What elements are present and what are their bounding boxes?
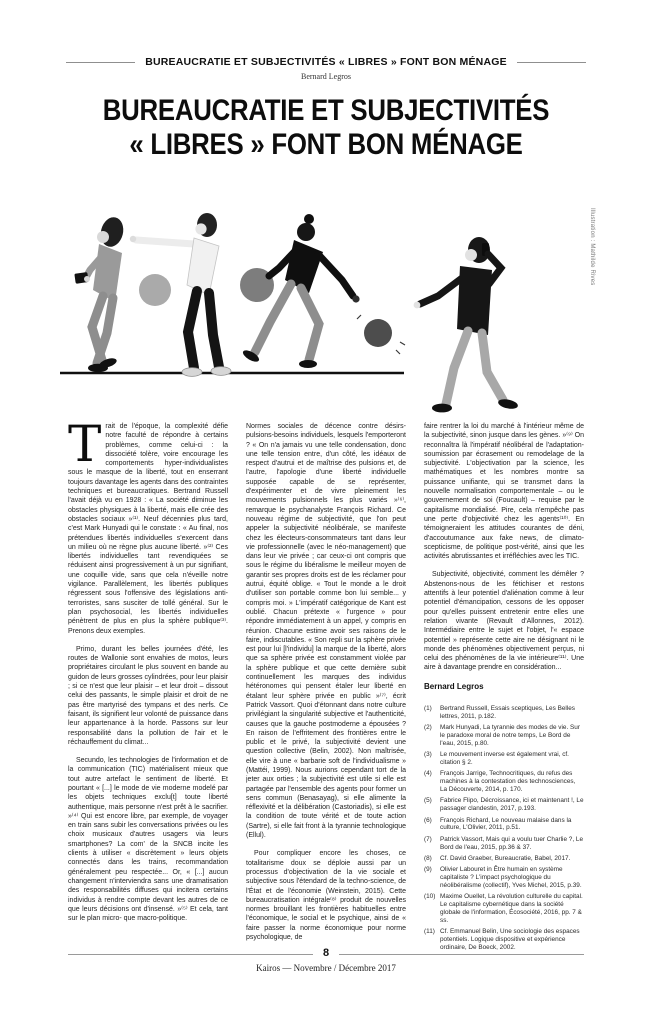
paragraph	[246, 422, 406, 840]
footnote	[424, 866, 584, 889]
footnote-number: (4)	[424, 770, 432, 778]
footnote-number: (9)	[424, 866, 432, 874]
paragraph-text: rait de l'époque, la complexité défie notre faculté de répondre à certains problèmes, comme celui-ci : la dissociété tolère, voire encourage les comportements hyper-individualistes sous le masque de la liberté, tout en enserrant toujours davantage les agents dans des contraintes techniques et bureaucratiques. Bertrand Russell l'avait déjà vu en 1928 : « La société diminue les obstacles physiques à la liberté, mais elle crée des obstacles sociaux »⁽¹⁾. Neuf décennies plus tard, c'est Mark Hunyadi qui le constate : « Au final, nos prétendues libertés individuelles s'exercent dans un milieu où ne règne plus aucune liberté. »⁽²⁾ Ces libertés individuelles tant revendiquées se réduisent ainsi progressivement à un pur signifiant, une coquille vide, sans que cela n'éveille notre vigilance. Parallèlement, les libertés publiques régressent sous l'offensive des législations anti-terroristes, sans susciter de tollé général. Sur le plan psychosocial, les libertés individuelles pénètrent de plus en plus la sphère publique⁽³⁾. Prenons deux exemples.	[68, 423, 228, 635]
footnote-text: Patrick Vassort, Mais qui a voulu tuer Charlie ?, Le Bord de l'eau, 2015, pp.36 & 37.	[440, 835, 584, 851]
footnote	[424, 893, 584, 924]
footer-rule-left	[68, 954, 313, 955]
text-column-3	[424, 422, 584, 950]
paragraph	[424, 570, 584, 672]
footer-rule-right	[339, 954, 584, 955]
figure-phone-caller	[414, 237, 519, 412]
footnote-number: (8)	[424, 854, 432, 862]
footnote-text: François Jarrige, Technocritiques, du refus des machines à la contestation des technosciences, La Découverte, 2014, p. 170.	[440, 770, 576, 793]
header-rule-right	[517, 62, 586, 63]
author-byline: Bernard Legros	[301, 72, 351, 81]
footer	[68, 948, 584, 960]
drop-cap: T	[68, 422, 102, 473]
paragraph	[68, 756, 228, 923]
title-line-2: « LIBRES » FONT BON MÉNAGE	[129, 128, 523, 161]
footnote-number: (2)	[424, 724, 432, 732]
footnote-text: Maxime Ouellet, La révolution culturelle du capital. Le capitalisme cybernétique dans la société globale de l'information, Écosociété, 2016, pp. 7 & ss.	[440, 893, 583, 924]
footnote	[424, 855, 584, 863]
footnote	[424, 770, 584, 793]
page-number: 8	[322, 947, 330, 959]
title-line-1: BUREAUCRATIE ET SUBJECTIVITÉS	[102, 94, 550, 127]
header-rule-left	[66, 62, 135, 63]
footnote-number: (1)	[424, 705, 432, 713]
article-signature: Bernard Legros	[424, 681, 484, 691]
paragraph-text: Primo, durant les belles journées d'été, les routes de Wallonie sont envahies de motos, leurs propriétaires circulant le plus souvent en bande au guidon de leurs grosses cylindrées, pour leur plaisir ; si ce n'est que leur plaisir – et leur droit – dissout celui des passants, le simple plaisir et droit de ne pas être martyrisé des tympans et des nerfs. Ce faisant, ils signifient leur volonté de puissance dans leur appartenance à la horde. Passons sur leur responsabilité dans la pollution de l'air et le réchauffement du climat...	[68, 645, 228, 746]
page-title	[0, 94, 652, 162]
footnotes-list	[424, 705, 584, 950]
paragraph-text: Pour compliquer encore les choses, ce totalitarisme doux se déploie aussi par un processus d'objectivation de la vie sociale et subjective sous l'étendard de la techno-science, de l'État et de l'économie (Weinstein, 2015). Cette bureaucratisation intégrale⁽⁸⁾ produit de nouvelles normes brouillant les frontières habituelles entre l'économique, le social et le psychique, ainsi de « faire passer la norme économique pour norme psychologique, de	[246, 850, 406, 942]
paragraph	[68, 645, 228, 747]
footnote	[424, 836, 584, 852]
footnote	[424, 705, 584, 721]
paragraph-text: Normes sociales de décence contre désirs-pulsions-besoins individuels, lesquels l'emporteront ? « On n'a jamais vu une telle condensation, donc une telle tension entre, d'un côté, les idéaux de respect d'autrui et de maîtrise des pulsions et, de l'autre, l'apologie d'une liberté individuelle supposée capable de se représenter, d'expérimenter et de vivre pleinement les mouvements pulsionnels les plus variés »⁽⁶⁾, remarque le psychanalyste François Richard. Ce nouveau régime de subjectivité, que l'on peut appeler la subjectivité néolibérale, se manifeste chez les électeurs-consommateurs tant dans leur vie professionnelle (avec le néo-management) que dans leur vie privée ; car ceux-ci ont compris que sous le régime du libéralisme le meilleur moyen de garantir ses propres droits est de les réclamer pour autrui, équité oblige. « Tout le monde a le droit d'utiliser son portable comme bon lui semble... y compris moi. » L'impératif catégorique de Kant est oublié. Chacun prétexte « l'urgence » pour répondre immédiatement à un appel, y compris en réunion. Chacune estime avoir ses raisons de le faire, indiscutables. « Son repli sur la sphère privée est pour lui [l'individu] la marque de la liberté, alors que sa sphère privée est constamment violée par la sphère publique et que cette dernière subit continuellement les marques des individus hétéronomes qui pensent étaler leur liberté en étalant leur sphère privée en public »⁽⁷⁾, écrit Patrick Vassort. Quoi d'étonnant dans notre culture privilégiant la singularité subjective et l'authenticité, causes que la gauche postmoderne a épousées ? En raison de l'effritement des frontières entre le public et le privé, la subjectivité devient une question collective (Belin, 2002). Non maîtrisée, elle vire à une « barbarie soft de l'individualisme » (Mattéi, 1999). Nous aurions cependant tort de la jeter aux orties ; la subjectivité est utile si elle est partagée par l'ensemble des agents pour former un sens commun (Benasayag), si elle alimente la réflexivité et la délibération (Castoriadis), si elle est la condition de toute vérité et de toute action (Sartre), si elle fait front à la tyrannie technologique (Ellul).	[246, 423, 406, 840]
paragraph	[68, 422, 228, 636]
footnote	[424, 928, 584, 950]
footnote-text: Olivier Labouret in Être humain en système capitaliste ? L'impact psychologique du néolibéralisme (collectif), Yves Michel, 2015, p.39.	[440, 866, 582, 889]
paragraph-text: faire rentrer la loi du marché à l'intérieur même de la subjectivité, sinon jusque dans les gènes. »⁽⁹⁾ On reconnaîtra là l'impératif néolibéral de l'adaptation-soumission par écrasement ou remodelage de la subjectivité. L'objectivation par la science, les mathématiques et les nombres montre sa puissance unifiante, qui se transmet dans la nouvelle normalisation comportementale – ou le gouvernement de soi (Foucault) – requise par le capitalisme mondialisé. Pire, cela n'empêche pas une perte d'objectivité chez les agents⁽¹⁰⁾. En témoigneraient les attitudes courantes de déni, d'accoutumance aux fake news, de climato-scepticisme, de politique post-vérité, ainsi que les activités abrutissantes et irréfléchies avec les TIC.	[424, 423, 584, 561]
footnote-number: (6)	[424, 816, 432, 824]
footnote-text: Mark Hunyadi, La tyrannie des modes de vie. Sur le paradoxe moral de notre temps, Le Bord de l'eau, 2015, p.80.	[440, 724, 580, 747]
footnote-text: Cf. Emmanuel Belin, Une sociologie des espaces potentiels. Logique dispositive et expérience ordinaire, De Boeck, 2002.	[440, 928, 580, 950]
footnote-number: (3)	[424, 751, 432, 759]
paragraph	[246, 849, 406, 942]
article-illustration	[56, 192, 601, 422]
footnote-text: François Richard, Le nouveau malaise dans la culture, L'Olivier, 2011, p.51.	[440, 816, 572, 832]
paragraph-text: Subjectivité, objectivité, comment les démêler ? Abstenons-nous de les fétichiser et restons attentifs à leur potentiel d'aliénation comme à leur potentiel d'émancipation, cessons de les opposer pour qu'elles puissent entretenir entre elles une relation vivante (Revault d'Allonnes, 2012). Intermédiaire entre le sujet et l'objet, l'« espace potentiel » représente cette aire ne désignant ni le monde des phénomènes objectivement perçus, ni celui des phénomènes de la vie intérieure⁽¹¹⁾. Une aire à davantage prendre en considération...	[424, 571, 584, 672]
footnote-text: Le mouvement inverse est également vrai, cf. citation § 2.	[440, 751, 569, 766]
footnote-number: (10)	[424, 893, 436, 901]
footnote	[424, 751, 584, 767]
footnote	[424, 817, 584, 833]
header	[66, 56, 586, 68]
journal-date-line: Kairos — Novembre / Décembre 2017	[256, 963, 396, 973]
paragraph	[424, 422, 584, 561]
footnote-number: (7)	[424, 835, 432, 843]
footnote	[424, 724, 584, 747]
footnote-text: Fabrice Flipo, Décroissance, ici et maintenant !, Le passager clandestin, 2017, p.193.	[440, 797, 584, 813]
ball-1	[139, 274, 171, 306]
ball-in-air	[357, 315, 405, 354]
footnote-number: (11)	[424, 928, 435, 936]
footnote	[424, 797, 584, 813]
paragraph-text: Secundo, les technologies de l'information et de la communication (TIC) matérialisent mieux que tout autre artefact le sentiment de liberté. Et pourtant « [...] le mode de vie moderne modelé par les objets techniques exclu[t] toute liberté authentique, mais personne n'est prêt à le sacrifier. »⁽⁴⁾ Qui est encore libre, par exemple, de voyager en train sans subir les conversations privées ou les choix musicaux d'autres usagers via leurs smartphones? La com' de la SNCB incite les clients à utiliser « discrètement » leurs objets connectés dans les trains, recommandation généralement peu respectée... Or, « [...] aucun changement n'interviendra sans une dramatisation des responsabilités diffuses qui incitera certains individus à rendre compte devant les autres de ce que leurs décisions ont d'insensé. »⁽⁵⁾ Et cela, tant sur le plan micro- que macro-politique.	[68, 757, 228, 923]
footnote-text: Cf. David Graeber, Bureaucratie, Babel, 2017.	[440, 854, 571, 862]
footnote-text: Bertrand Russell, Essais sceptiques, Les Belles lettres, 2011, p.182.	[440, 705, 575, 720]
text-column-1	[68, 422, 228, 950]
running-head: BUREAUCRATIE ET SUBJECTIVITÉS « LIBRES » FONT BON MÉNAGE	[145, 56, 507, 68]
text-column-2	[246, 422, 406, 950]
illustration-credit: Illustration : Mathilde Rives	[589, 208, 595, 286]
footnote-number: (5)	[424, 797, 432, 805]
